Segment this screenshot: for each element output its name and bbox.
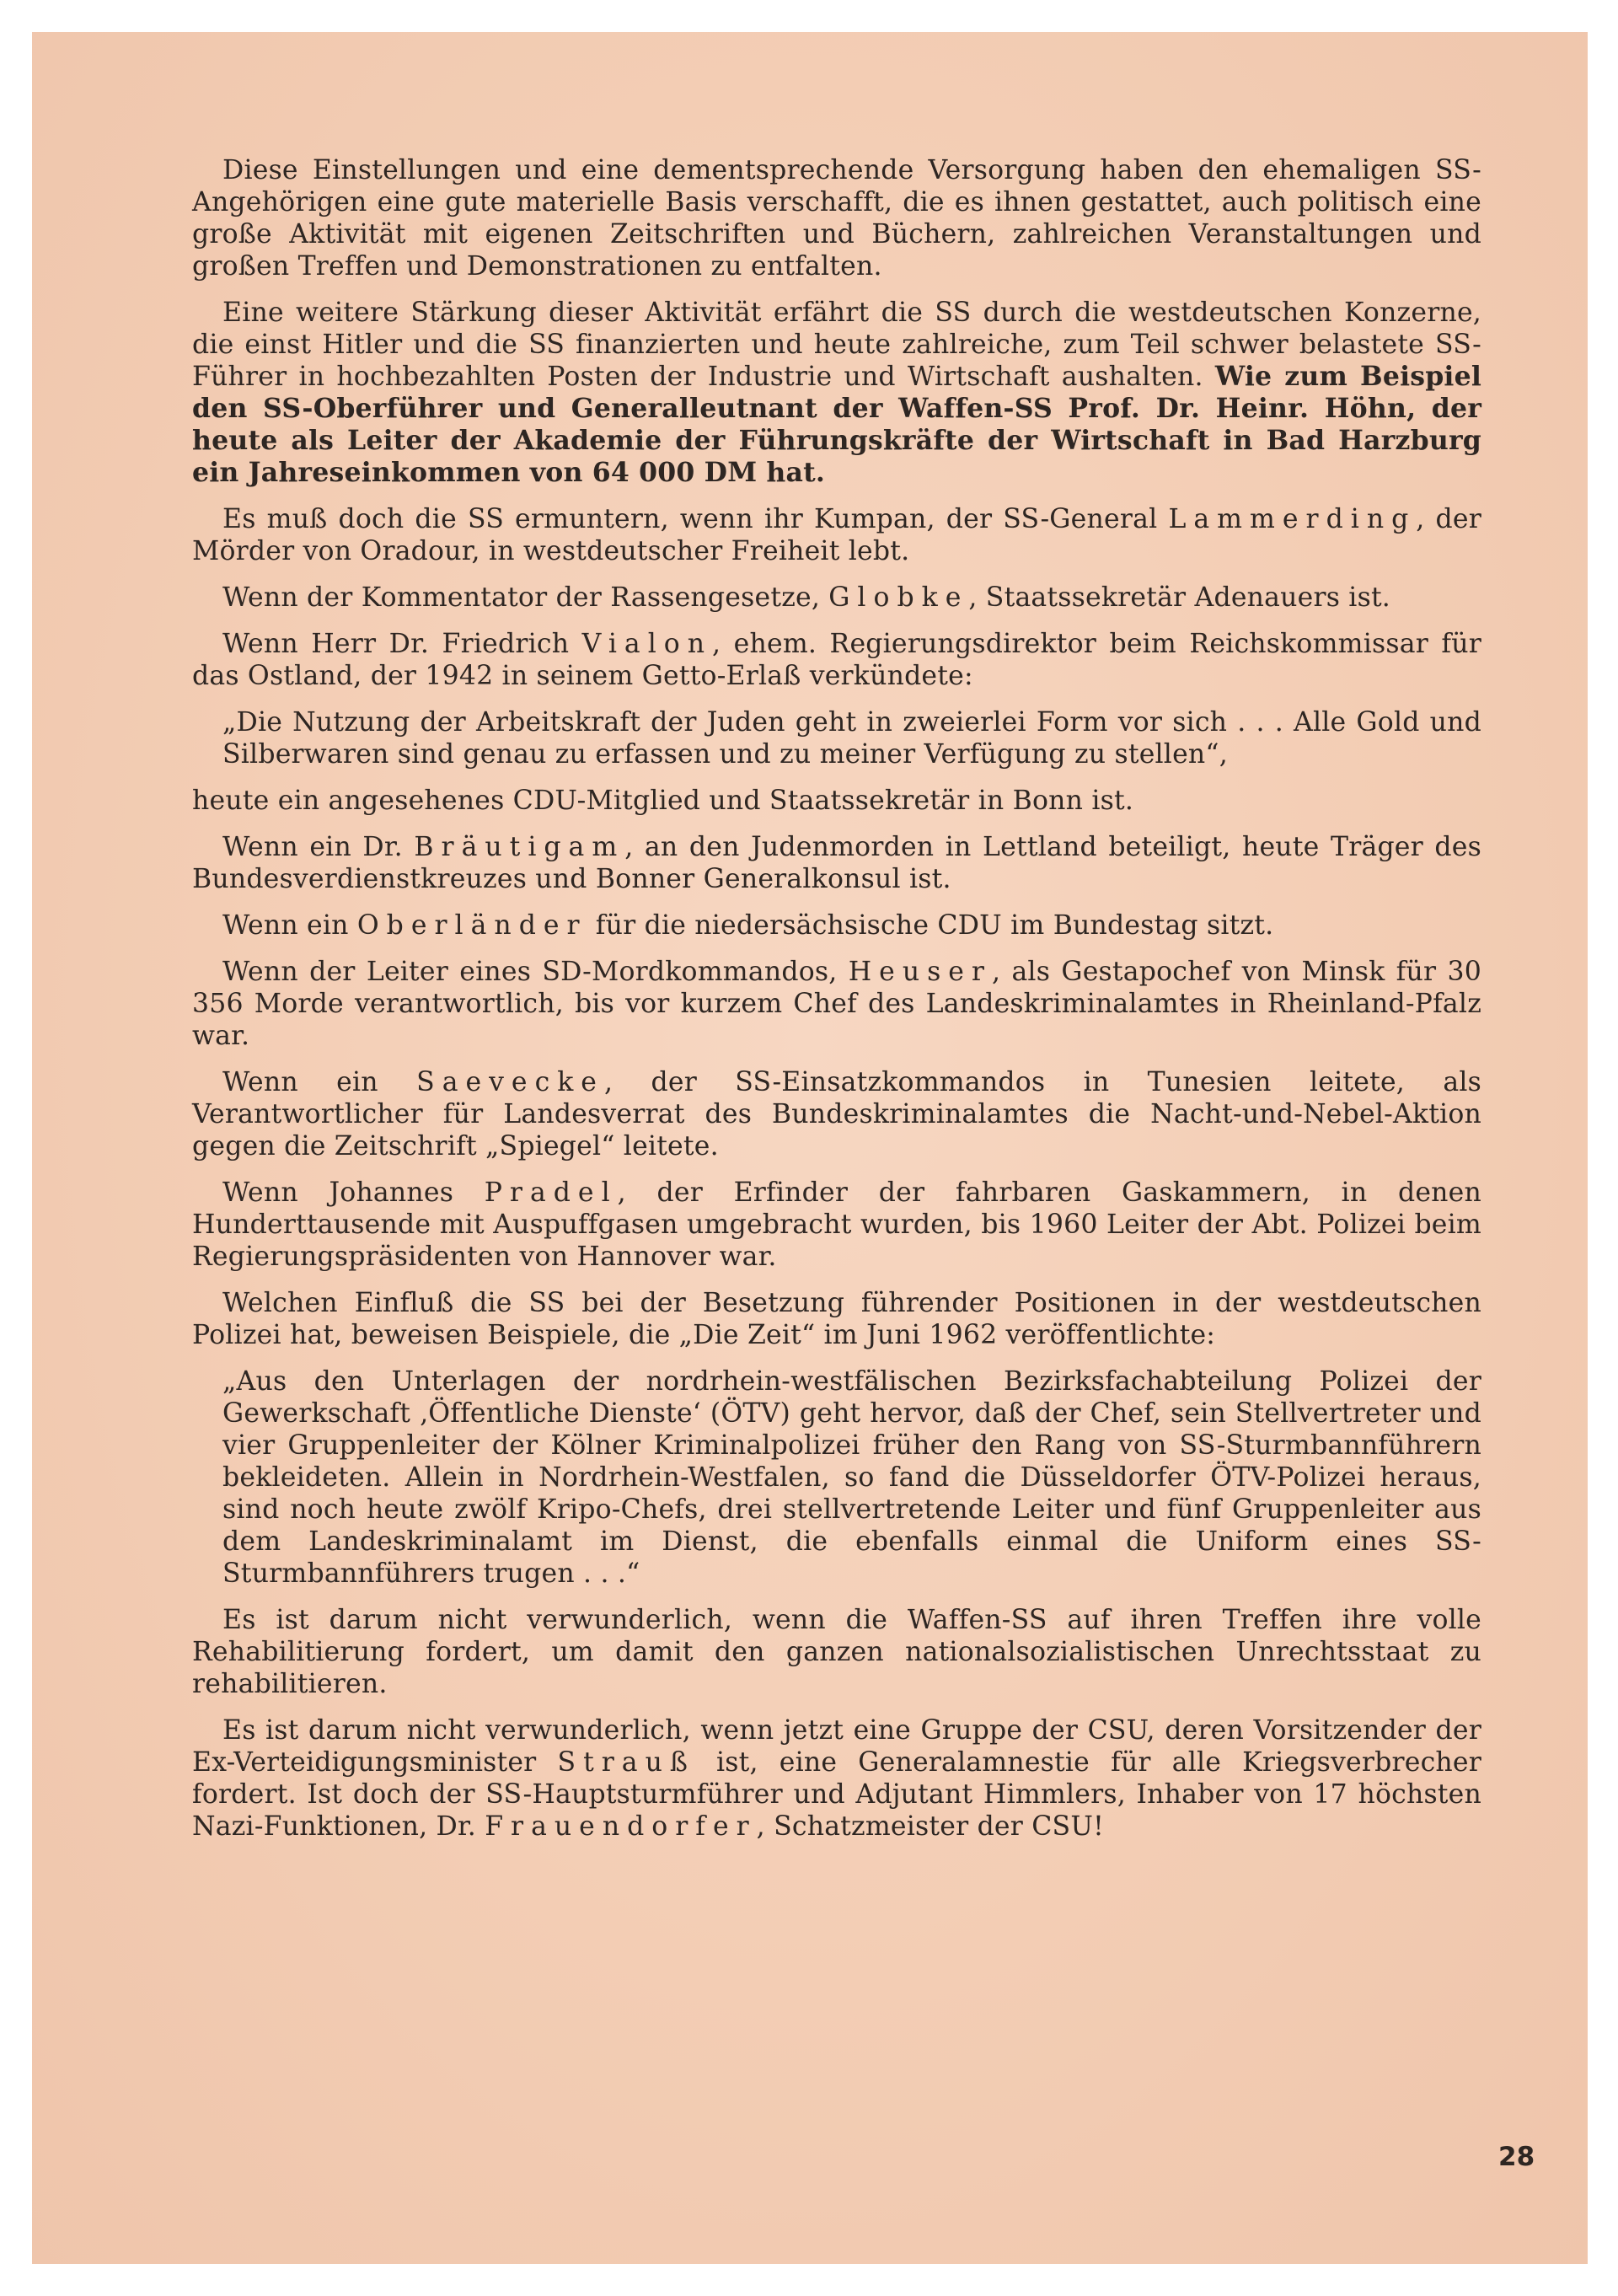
spaced-name: Frauendorfer [485,1811,757,1842]
paragraph-7: Wenn ein Dr. Bräutigam, an den Judenmorden in Lettland beteiligt, heute Träger des Bundesverdienstkreuzes und Bonner Generalkonsul ist. [192,832,1481,894]
spaced-name: Pradel [484,1178,618,1208]
paragraph-2: Eine weitere Stärkung dieser Aktivität erfährt die SS durch die westdeutschen Konzerne, die einst Hitler und die SS finanzierten und heute zahlreiche, zum Teil schwer belastete SS-Führer in hochbezahlten Posten der Industrie und Wirtschaft aushalten. Wie zum Beispiel den SS-Oberführer und Generalleutnant der Waffen-SS Prof. Dr. Heinr. Höhn, der heute als Leiter der Akademie der Führungskräfte der Wirtschaft in Bad Harzburg ein Jahreseinkommen von 64 000 DM hat. [192,298,1481,488]
page-number: 28 [1498,2142,1535,2172]
paragraph-14: Es ist darum nicht verwunderlich, wenn jetzt eine Gruppe der CSU, deren Vorsitzender der Ex-Verteidigungsminister Strauß ist, eine Generalamnestie für alle Kriegsverbrecher fordert. Ist doch der SS-Hauptsturmführer und Adjutant Himmlers, Inhaber von 17 höchsten Nazi-Funktionen, Dr. Frauendorfer, Schatzmeister der CSU! [192,1715,1482,1842]
spaced-name: Bräutigam [414,832,625,862]
paragraph-1: Diese Einstellungen und eine dementsprechende Versorgung haben den ehemaligen SS-Angehörigen eine gute materielle Basis verschafft, die es ihnen gestattet, auch politisch eine große Aktivität mit eigenen Zeitschriften und Büchern, zahlreichen Veranstaltungen und großen Treffen und Demonstrationen zu entfalten. [192,155,1481,282]
document-page [32,32,1588,2264]
spaced-name: Strauß [557,1747,695,1778]
quote-2: „Aus den Unterlagen der nordrhein-westfälischen Bezirksfachabteilung Polizei der Gewerkschaft ‚Öffentliche Dienste‘ (ÖTV) geht hervor, daß der Chef, sein Stellvertreter und vier Gruppenleiter der Kölner Kriminalpolizei früher den Rang von SS-Sturmbannführern bekleideten. Allein in Nordrhein-Westfalen, so fand die Düsseldorfer ÖTV-Polizei heraus, sind noch heute zwölf Kripo-Chefs, drei stellvertretende Leiter und fünf Gruppenleiter aus dem Landeskriminalamt im Dienst, die ebenfalls einmal die Uniform eines SS-Sturmbannführers trugen . . .“ [222,1366,1481,1589]
paragraph-10: Wenn ein Saevecke, der SS-Einsatzkommandos in Tunesien leitete, als Verantwortlicher für Landesverrat des Bundeskriminalamtes die Nacht-und-Nebel-Aktion gegen die Zeitschrift „Spiegel“ leitete. [192,1067,1481,1161]
paragraph-6: heute ein angesehenes CDU-Mitglied und Staatssekretär in Bonn ist. [192,786,1134,816]
spaced-name: Vialon [581,629,713,659]
body-text [192,154,1481,1857]
bold-passage: Wie zum Beispiel den SS-Oberführer und Generalleutnant der Waffen-SS Prof. Dr. Heinr. Höhn, der heute als Leiter der Akademie der Führungskräfte der Wirtschaft in Bad Harzburg ein Jahreseinkommen von 64 000 DM hat. [192,361,1481,488]
spaced-name: Oberländer [356,910,587,941]
spaced-name: Heuser [848,957,992,987]
paragraph-4: Wenn der Kommentator der Rassengesetze, Globke, Staatssekretär Adenauers ist. [222,582,1391,613]
paragraph-11: Wenn Johannes Pradel, der Erfinder der fahrbaren Gaskammern, in denen Hunderttausende mit Auspuffgasen umgebracht wurden, bis 1960 Leiter der Abt. Polizei beim Regierungspräsidenten von Hannover war. [192,1178,1481,1272]
paragraph-9: Wenn der Leiter eines SD-Mordkommandos, Heuser, als Gestapochef von Minsk für 30 356 Morde verantwortlich, bis vor kurzem Chef des Landeskriminalamtes in Rheinland-Pfalz war. [192,957,1481,1051]
paragraph-3: Es muß doch die SS ermuntern, wenn ihr Kumpan, der SS-General Lammerding, der Mörder von Oradour, in westdeutscher Freiheit lebt. [192,504,1482,566]
paragraph-8: Wenn ein Oberländer für die niedersächsische CDU im Bundestag sitzt. [222,910,1274,941]
quote-1: „Die Nutzung der Arbeitskraft der Juden geht in zweierlei Form vor sich . . . Alle Gold und Silberwaren sind genau zu erfassen und zu meiner Verfügung zu stellen“, [222,707,1481,770]
paragraph-12: Welchen Einfluß die SS bei der Besetzung führender Positionen in der westdeutschen Polizei hat, beweisen Beispiele, die „Die Zeit“ im Juni 1962 veröffentlichte: [192,1288,1481,1350]
paragraph-5: Wenn Herr Dr. Friedrich Vialon, ehem. Regierungsdirektor beim Reichskommissar für das Ostland, der 1942 in seinem Getto-Erlaß verkündete: [192,629,1481,691]
paragraph-13: Es ist darum nicht verwunderlich, wenn die Waffen-SS auf ihren Treffen ihre volle Rehabilitierung fordert, um damit den ganzen nationalsozialistischen Unrechtsstaat zu rehabilitieren. [192,1605,1481,1699]
spaced-name: Lammerding [1168,504,1417,534]
spaced-name: Globke [828,582,969,613]
spaced-name: Saevecke [416,1067,604,1097]
